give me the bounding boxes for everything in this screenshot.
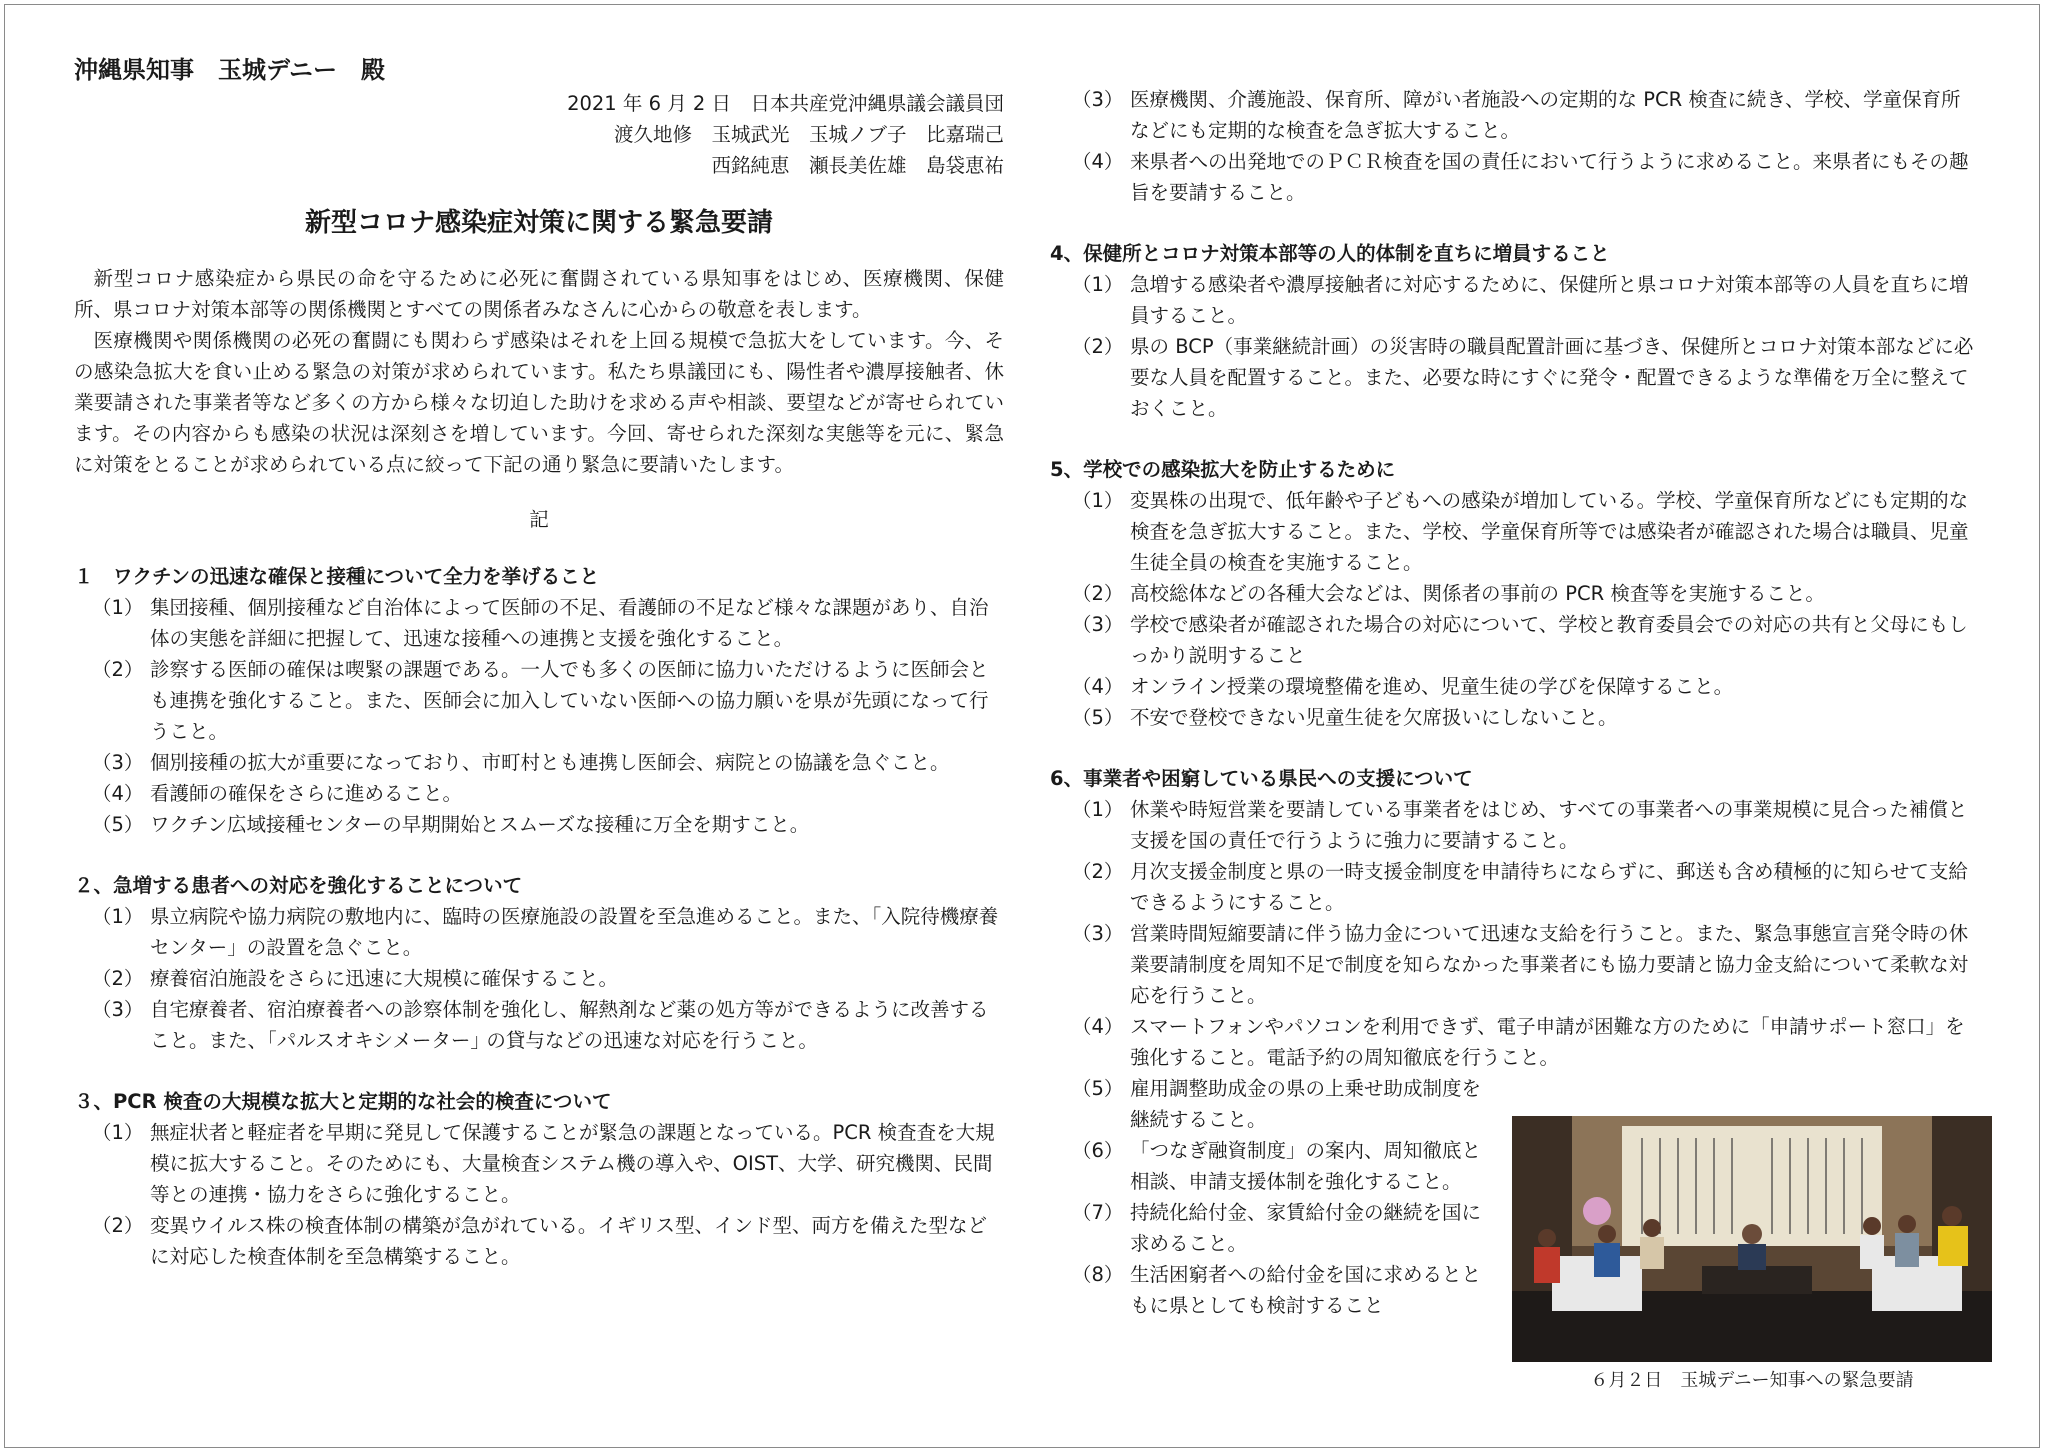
item-text: 営業時間短縮要請に伴う協力金について迅速な支給を行うこと。また、緊急事態宣言発令時の休業要請制度を周知不足で制度を知らなかった事業者にも協力要請と協力金支給について柔軟な対応を行うこと。 bbox=[1130, 922, 1969, 1007]
section-items bbox=[74, 1117, 1004, 1272]
addressee: 沖縄県知事 玉城デニー 殿 bbox=[74, 56, 386, 84]
item-text: 療養宿泊施設をさらに迅速に大規模に確保すること。 bbox=[150, 967, 619, 990]
item-number: （8） bbox=[1072, 1263, 1124, 1286]
item-text: 持続化給付金、家賃給付金の継続を国に求めること。 bbox=[1130, 1201, 1482, 1255]
list-item bbox=[1050, 485, 1980, 578]
sender-members-2: 西銘純恵 瀬長美佐雄 島袋恵祐 bbox=[711, 154, 1004, 177]
item-text: ワクチン広域接種センターの早期開始とスムーズな接種に万全を期すこと。 bbox=[150, 813, 810, 836]
intro-paragraph-2: 医療機関や関係機関の必死の奮闘にも関わらず感染はそれを上回る規模で急拡大をしています。今、その感染急拡大を食い止める緊急の対策が求められています。私たち県議団にも、陽性者や濃厚接触者、休業要請された事業者等など多くの方から様々な切迫した助けを求める声や相談、要望などが寄せられています。その内容からも感染の状況は深刻さを増しています。今回、寄せられた深刻な実態等を元に、緊急に対策をとることが求められている点に絞って下記の通り緊急に要請いたします。 bbox=[74, 329, 1004, 476]
ki-marker: 記 bbox=[529, 508, 549, 531]
item-number: （1） bbox=[92, 596, 144, 619]
item-text: 看護師の確保をさらに進めること。 bbox=[150, 782, 463, 805]
item-number: （5） bbox=[1072, 1077, 1124, 1100]
item-number: （4） bbox=[1072, 150, 1124, 173]
item-text: スマートフォンやパソコンを利用できず、電子申請が困難な方のために「申請サポート窓口」を強化すること。電話予約の周知徹底を行うこと。 bbox=[1130, 1015, 1965, 1069]
item-text: 無症状者と軽症者を早期に発見して保護することが緊急の課題となっている。PCR 検査査を大規模に拡大すること。そのためにも、大量検査システム機の導入や、OIST、大学、研究機関、民間等との連携・協力をさらに強化すること。 bbox=[150, 1121, 995, 1206]
sender-block bbox=[74, 88, 1004, 181]
section-heading: ２、急増する患者への対応を強化することについて bbox=[74, 874, 523, 897]
item-text: 県の BCP（事業継続計画）の災害時の職員配置計画に基づき、保健所とコロナ対策本部などに必要な人員を配置すること。また、必要な時にすぐに発令・配置できるような準備を万全に整えておくこと。 bbox=[1130, 335, 1974, 420]
item-number: （5） bbox=[1072, 706, 1124, 729]
item-text: 不安で登校できない児童生徒を欠席扱いにしないこと。 bbox=[1130, 706, 1618, 729]
item-text: 変異株の出現で、低年齢や子どもへの感染が増加している。学校、学童保育所などにも定期的な検査を急ぎ拡大すること。また、学校、学童保育所等では感染者が確認された場合は職員、児童生徒全員の検査を実施すること。 bbox=[1130, 489, 1969, 574]
item-number: （1） bbox=[1072, 798, 1124, 821]
item-number: （4） bbox=[1072, 675, 1124, 698]
item-text: 自宅療養者、宿泊療養者への診察体制を強化し、解熱剤など薬の処方等ができるように改善すること。また、｢パルスオキシメーター｣ の貸与などの迅速な対応を行うこと。 bbox=[150, 998, 989, 1052]
section-heading: 4、保健所とコロナ対策本部等の人的体制を直ちに増員すること bbox=[1050, 242, 1610, 265]
item-number: （3） bbox=[1072, 88, 1124, 111]
item-text: 生活困窮者への給付金を国に求めるとともに県としても検討すること bbox=[1130, 1263, 1482, 1317]
list-item bbox=[1050, 578, 1980, 609]
list-item bbox=[74, 901, 1004, 963]
section-heading: 6、事業者や困窮している県民への支援について bbox=[1050, 767, 1473, 790]
section-3 bbox=[74, 1086, 1004, 1272]
section-4 bbox=[1050, 238, 1980, 424]
list-item bbox=[74, 994, 1004, 1056]
item-number: （2） bbox=[92, 967, 144, 990]
item-text: 変異ウイルス株の検査体制の構築が急がれている。イギリス型、インド型、両方を備えた型などに対応した検査体制を至急構築すること。 bbox=[150, 1214, 987, 1268]
section-items bbox=[1050, 269, 1980, 424]
list-item bbox=[1050, 1011, 1980, 1073]
item-text: 「つなぎ融資制度」の案内、周知徹底と相談、申請支援体制を強化すること。 bbox=[1130, 1139, 1482, 1193]
list-item bbox=[74, 747, 1004, 778]
item-number: （3） bbox=[1072, 922, 1124, 945]
item-text: 高校総体などの各種大会などは、関係者の事前の PCR 検査等を実施すること。 bbox=[1130, 582, 1825, 605]
item-number: （1） bbox=[92, 1121, 144, 1144]
document-title: 新型コロナ感染症対策に関する緊急要請 bbox=[304, 208, 773, 238]
item-text: 個別接種の拡大が重要になっており、市町村とも連携し医師会、病院との協議を急ぐこと。 bbox=[150, 751, 950, 774]
section-items bbox=[74, 901, 1004, 1056]
list-item bbox=[1050, 84, 1980, 146]
list-item bbox=[1050, 671, 1980, 702]
photo-caption: ６月２日 玉城デニー知事への緊急要請 bbox=[1590, 1370, 1914, 1391]
item-number: （2） bbox=[1072, 860, 1124, 883]
item-number: （2） bbox=[92, 658, 144, 681]
list-item bbox=[74, 654, 1004, 747]
list-item bbox=[74, 1210, 1004, 1272]
item-text: 診察する医師の確保は喫緊の課題である。一人でも多くの医師に協力いただけるように医師会とも連携を強化すること。また、医師会に加入していない医師への協力願いを県が先頭になって行うこと。 bbox=[150, 658, 989, 743]
list-item bbox=[74, 809, 1004, 840]
list-item bbox=[1050, 269, 1980, 331]
section-items bbox=[74, 592, 1004, 840]
item-text: オンライン授業の環境整備を進め、児童生徒の学びを保障すること。 bbox=[1130, 675, 1734, 698]
photo-block bbox=[1512, 1116, 1992, 1396]
list-item bbox=[74, 963, 1004, 994]
item-number: （4） bbox=[92, 782, 144, 805]
item-number: （2） bbox=[1072, 582, 1124, 605]
item-number: （7） bbox=[1072, 1201, 1124, 1224]
sender-date-party: 2021 年 6 月 2 日 日本共産党沖縄県議会議員団 bbox=[567, 92, 1004, 115]
list-item bbox=[1050, 702, 1980, 733]
item-number: （1） bbox=[1072, 489, 1124, 512]
section-heading: １ ワクチンの迅速な確保と接種について全力を挙げること bbox=[74, 565, 600, 588]
section-items bbox=[1050, 485, 1980, 733]
item-text: 学校で感染者が確認された場合の対応について、学校と教育委員会での対応の共有と父母にもしっかり説明すること bbox=[1130, 613, 1968, 667]
section-1 bbox=[74, 561, 1004, 840]
list-item bbox=[1050, 918, 1980, 1011]
section-3-continued bbox=[1050, 84, 1980, 208]
list-item bbox=[1050, 146, 1980, 208]
item-text: 集団接種、個別接種など自治体によって医師の不足、看護師の不足など様々な課題があり、自治体の実態を詳細に把握して、迅速な接種への連携と支援を強化すること。 bbox=[150, 596, 989, 650]
item-text: 来県者への出発地でのＰＣＲ検査を国の責任において行うように求めること。来県者にもその趣旨を要請すること。 bbox=[1130, 150, 1969, 204]
item-number: （4） bbox=[1072, 1015, 1124, 1038]
meeting-photo-illustration bbox=[1512, 1116, 1992, 1362]
item-number: （3） bbox=[92, 751, 144, 774]
list-item bbox=[1050, 331, 1980, 424]
item-text: 医療機関、介護施設、保育所、障がい者施設への定期的な PCR 検査に続き、学校、学童保育所などにも定期的な検査を急ぎ拡大すること。 bbox=[1130, 88, 1961, 142]
item-number: （6） bbox=[1072, 1139, 1124, 1162]
item-text: 休業や時短営業を要請している事業者をはじめ、すべての事業者への事業規模に見合った補償と支援を国の責任で行うように強力に要請すること。 bbox=[1130, 798, 1968, 852]
item-number: （1） bbox=[1072, 273, 1124, 296]
item-number: （1） bbox=[92, 905, 144, 928]
item-number: （3） bbox=[1072, 613, 1124, 636]
item-number: （5） bbox=[92, 813, 144, 836]
left-column bbox=[74, 52, 1004, 1302]
list-item bbox=[1050, 794, 1980, 856]
item-number: （2） bbox=[1072, 335, 1124, 358]
section-2 bbox=[74, 870, 1004, 1056]
section-heading: ３、PCR 検査の大規模な拡大と定期的な社会的検査について bbox=[74, 1090, 612, 1113]
section-5 bbox=[1050, 454, 1980, 733]
item-text: 急増する感染者や濃厚接触者に対応するために、保健所と県コロナ対策本部等の人員を直ちに増員すること。 bbox=[1130, 273, 1969, 327]
list-item bbox=[1050, 856, 1980, 918]
list-item bbox=[74, 778, 1004, 809]
sender-members-1: 渡久地修 玉城武光 玉城ノブ子 比嘉瑞己 bbox=[613, 123, 1004, 146]
list-item bbox=[74, 592, 1004, 654]
item-text: 雇用調整助成金の県の上乗せ助成制度を継続すること。 bbox=[1130, 1077, 1482, 1131]
item-number: （3） bbox=[92, 998, 144, 1021]
section-heading: 5、学校での感染拡大を防止するために bbox=[1050, 458, 1396, 481]
intro-paragraph-1: 新型コロナ感染症から県民の命を守るために必死に奮闘されている県知事をはじめ、医療機関、保健所、県コロナ対策本部等の関係機関とすべての関係者みなさんに心からの敬意を表します。 bbox=[74, 267, 1004, 321]
meeting-photo bbox=[1512, 1116, 1992, 1362]
list-item bbox=[1050, 609, 1980, 671]
item-number: （2） bbox=[92, 1214, 144, 1237]
item-text: 県立病院や協力病院の敷地内に、臨時の医療施設の設置を至急進めること。また、「入院待機療養センター」の設置を急ぐこと。 bbox=[150, 905, 999, 959]
list-item bbox=[74, 1117, 1004, 1210]
item-text: 月次支援金制度と県の一時支援金制度を申請待ちにならずに、郵送も含め積極的に知らせて支給できるようにすること。 bbox=[1130, 860, 1968, 914]
